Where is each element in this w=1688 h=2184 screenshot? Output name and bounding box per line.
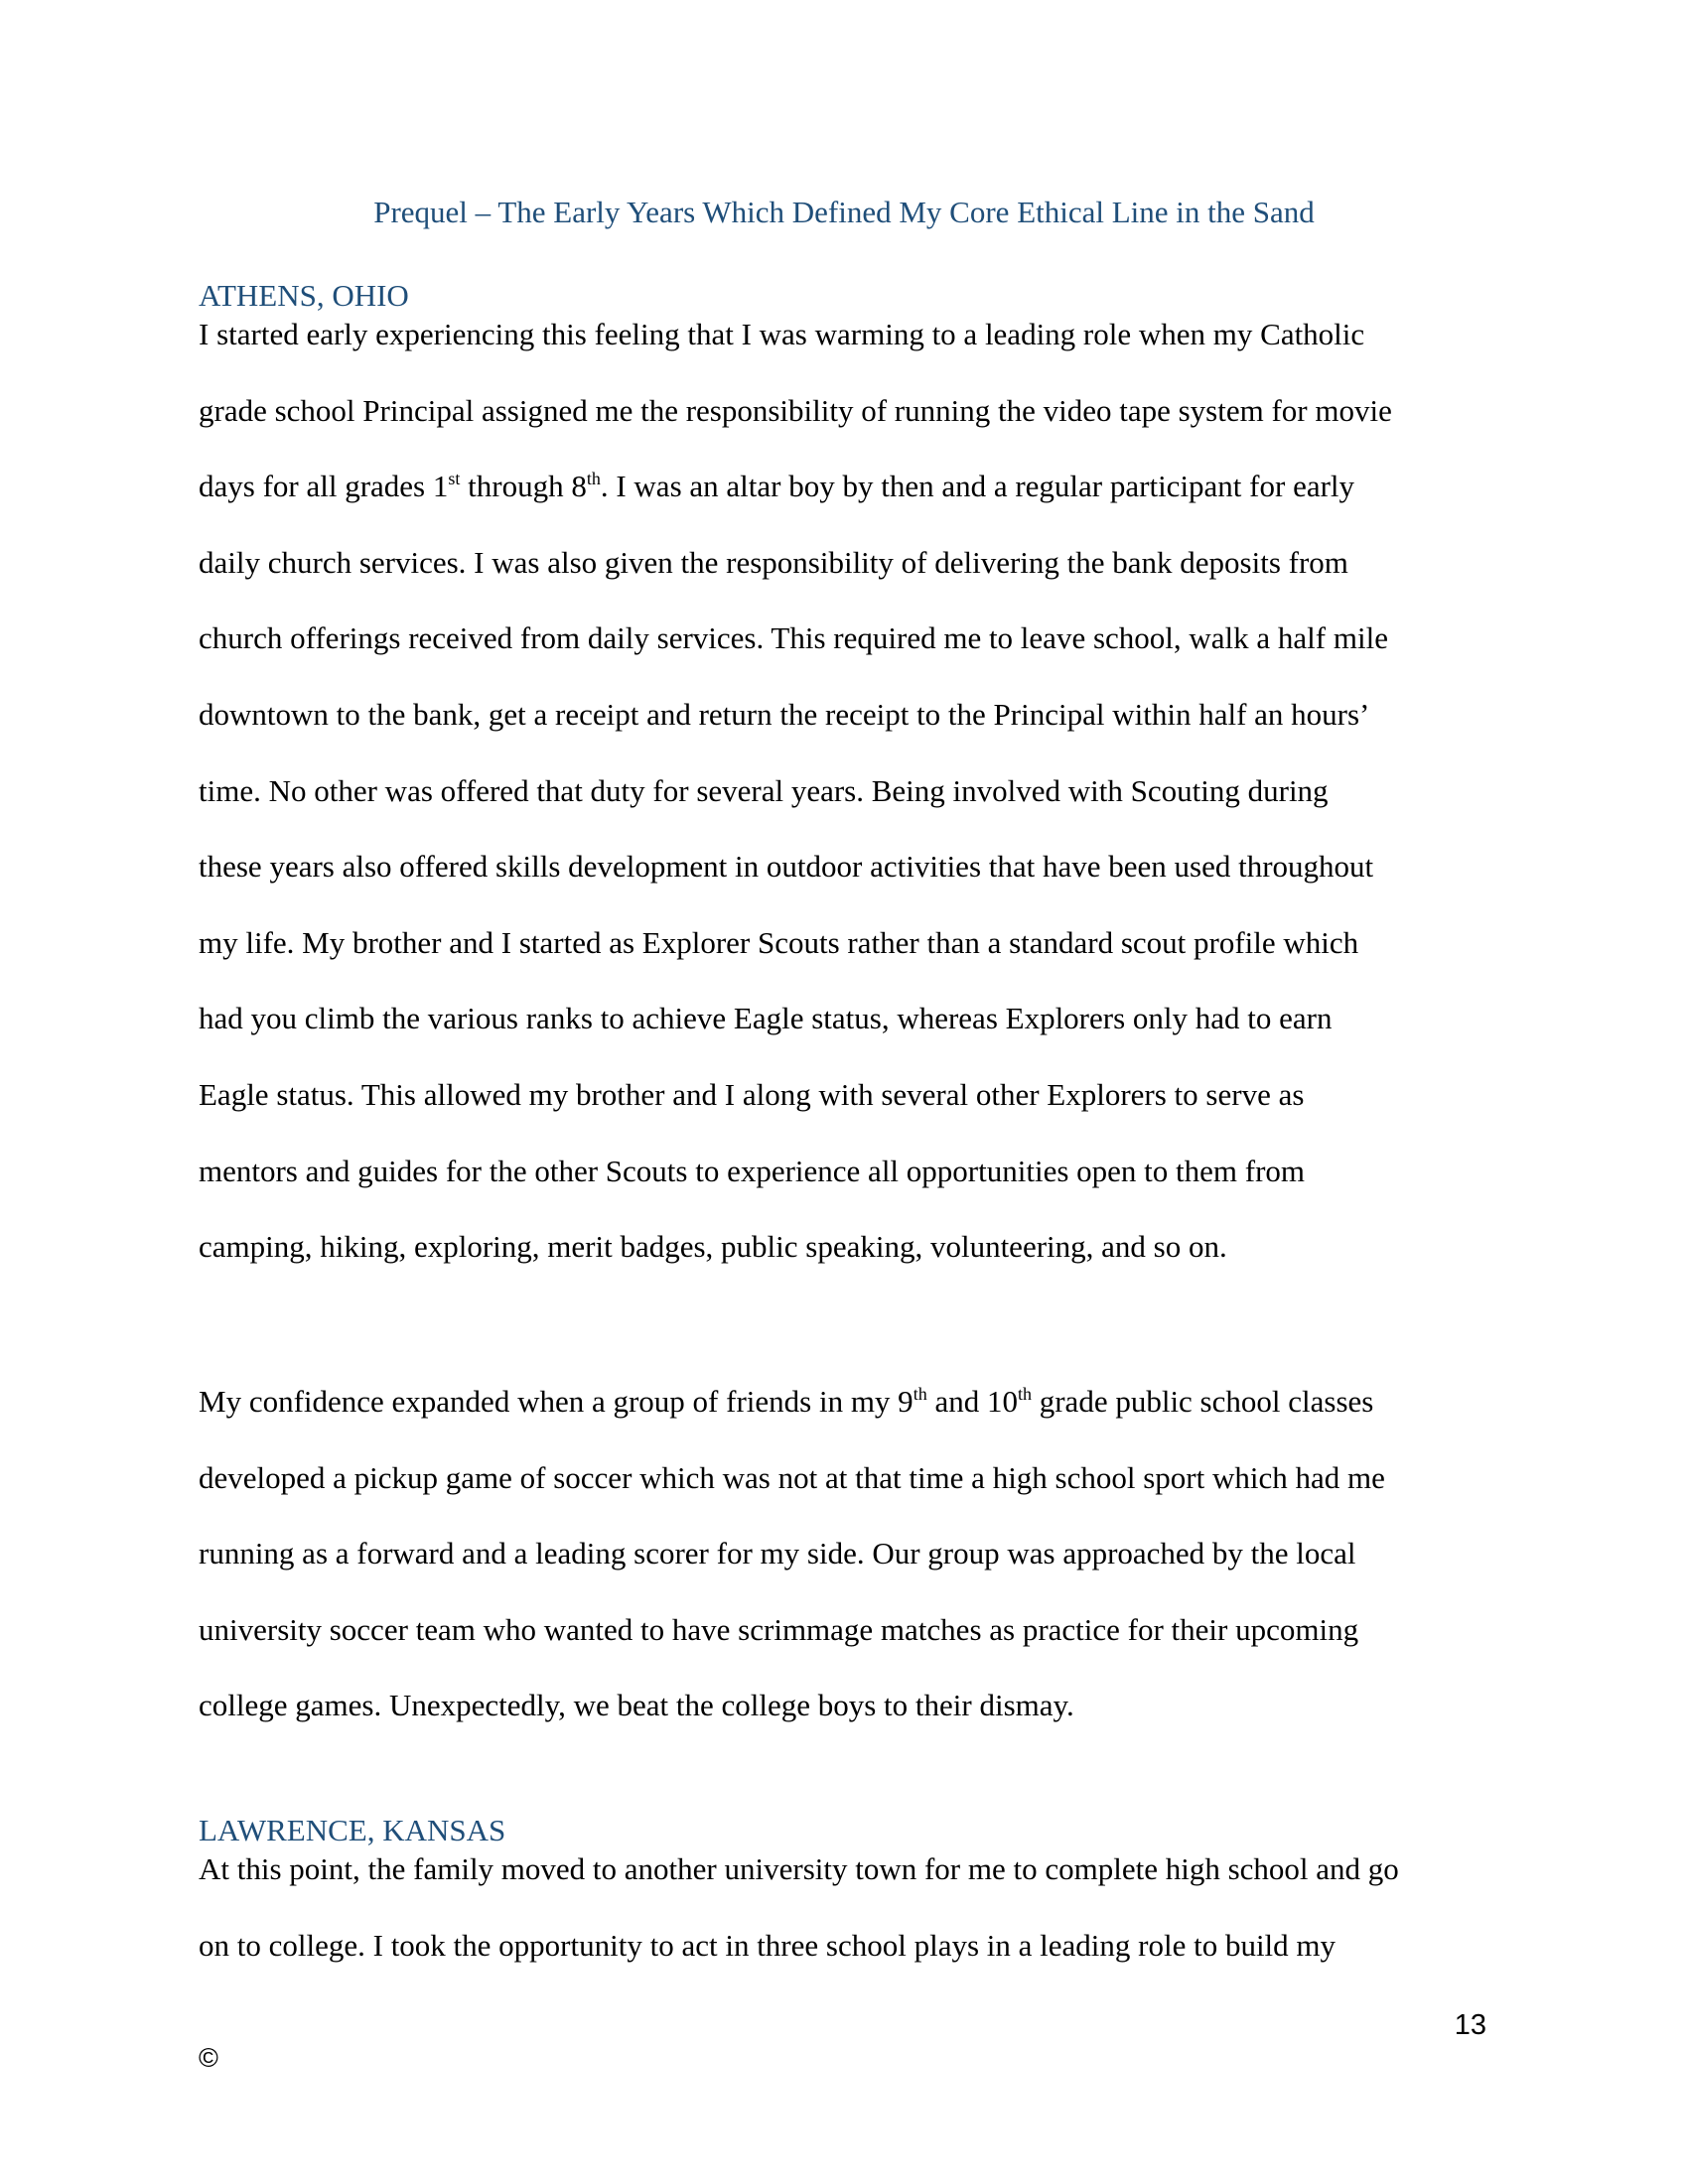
text-line: Eagle status. This allowed my brother and I along with several other Explorers to serve as xyxy=(199,1076,1305,1112)
paragraph-athens-1 xyxy=(199,297,1509,1286)
superscript: th xyxy=(586,469,601,489)
text-line: my life. My brother and I started as Explorer Scouts rather than a standard scout profile which xyxy=(199,924,1359,960)
paragraph-athens-2 xyxy=(199,1364,1509,1744)
text-line: these years also offered skills development in outdoor activities that have been used throughout xyxy=(199,849,1374,885)
text-line: on to college. I took the opportunity to act in three school plays in a leading role to build my xyxy=(199,1927,1336,1963)
chapter-title: Prequel – The Early Years Which Defined My Core Ethical Line in the Sand xyxy=(373,195,1315,229)
text-line: developed a pickup game of soccer which was not at that time a high school sport which had me xyxy=(199,1459,1385,1495)
text-segment: grade public school classes xyxy=(1031,1384,1374,1419)
text-segment: . I was an altar boy by then and a regular participant for early xyxy=(600,469,1355,504)
text-line: I started early experiencing this feeling that I was warming to a leading role when my Catholic xyxy=(199,317,1365,351)
paragraph-lawrence-1 xyxy=(199,1832,1509,1983)
section-heading-athens: ATHENS, OHIO xyxy=(199,278,409,313)
copyright-symbol: © xyxy=(199,2043,218,2073)
text-line: mentors and guides for the other Scouts to experience all opportunities open to them from xyxy=(199,1153,1306,1188)
text-segment: My confidence expanded when a group of friends in my 9 xyxy=(199,1384,914,1419)
text-line xyxy=(199,449,1509,525)
superscript: st xyxy=(448,469,461,489)
section-heading-lawrence: LAWRENCE, KANSAS xyxy=(199,1813,506,1847)
text-line: church offerings received from daily services. This required me to leave school, walk a half mile xyxy=(199,620,1388,656)
text-line: grade school Principal assigned me the responsibility of running the video tape system for movie xyxy=(199,392,1392,428)
text-line: daily church services. I was also given the responsibility of delivering the bank deposits from xyxy=(199,544,1348,580)
text-line xyxy=(199,1364,1509,1440)
page-number: 13 xyxy=(1454,2009,1486,2041)
superscript: th xyxy=(1017,1384,1032,1404)
text-segment: days for all grades 1 xyxy=(199,469,449,504)
text-line: At this point, the family moved to another university town for me to complete high school and go xyxy=(199,1851,1399,1886)
text-line: college games. Unexpectedly, we beat the college boys to their dismay. xyxy=(199,1688,1074,1723)
superscript: th xyxy=(913,1384,927,1404)
text-line: downtown to the bank, get a receipt and return the receipt to the Principal within half an hours’ xyxy=(199,696,1370,732)
text-line: had you climb the various ranks to achieve Eagle status, whereas Explorers only had to earn xyxy=(199,1001,1333,1036)
text-line: university soccer team who wanted to have scrimmage matches as practice for their upcoming xyxy=(199,1611,1359,1647)
text-segment: and 10 xyxy=(926,1384,1018,1419)
text-line: camping, hiking, exploring, merit badges, public speaking, volunteering, and so on. xyxy=(199,1229,1227,1265)
text-line: time. No other was offered that duty for several years. Being involved with Scouting during xyxy=(199,772,1329,808)
text-line: running as a forward and a leading scorer for my side. Our group was approached by the local xyxy=(199,1536,1356,1571)
text-segment: through 8 xyxy=(460,469,587,504)
